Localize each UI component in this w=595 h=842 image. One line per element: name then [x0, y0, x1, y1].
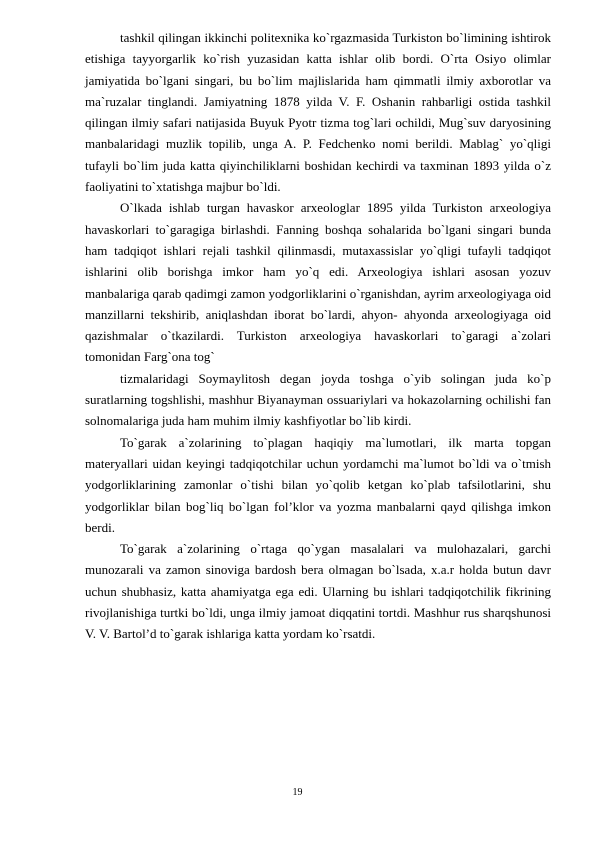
paragraph-5: To`garak a`zolarining o`rtaga qo`ygan masalalari va mulohazalari, garchi munozarali va zamon sinoviga bardosh bera olmagan bo`lsada, x.a.r holda butun davr uchun shubhasiz, katta ahamiyatga ega edi. Ularning bu ishlari tadqiqotchilik fikrining rivojlanishiga turtki bo`ldi, unga ilmiy jamoat diqqatini tortdi. Mashhur rus sharqshunosi V. V. Bartol’d to`garak ishlariga katta yordam ko`rsatdi. [85, 541, 551, 642]
page-body [85, 27, 551, 645]
paragraph-3: tizmalaridagi Soymaylitosh degan joyda toshga o`yib solingan juda ko`p suratlarning togshlishi, mashhur Biyanayman ossuariylari va hokazolarning ochilishi fan solnomalariga juda ham muhim ilmiy kashfiyotlar bo`lib kirdi. [85, 370, 551, 429]
paragraph-4: To`garak a`zolarining to`plagan haqiqiy ma`lumotlari, ilk marta topgan materyallari uidan keyingi tadqiqotchilar uchun yordamchi ma`lumot bo`ldi va o`tmish yodgorliklarining zamonlar o`tishi bilan yo`qolib ketgan ko`plab tafsilotlarini, shu yodgorliklar bilan bog`liq bo`lgan fol’klor va yozma manbalarni qayd qilishga imkon berdi. [85, 434, 551, 535]
paragraph-2: O`lkada ishlab turgan havaskor arxeologlar 1895 yilda Turkiston arxeologiya havaskorlari to`garagiga birlashdi. Fanning boshqa sohalarida bo`lgani singari bunda ham tadqiqot ishlari rejali tashkil qilinmasdi, mutaxassislar yo`qligi tufayli tadqiqot ishlarini olib borishga imkor ham yo`q edi. Arxeologiya ishlari asosan yozuv manbalariga qarab qadimgi zamon yodgorliklarini o`rganishdan, ayrim arxeologiyaga oid manzillarni tekshirib, aniqlashdan iborat bo`lardi, ahyon- ahyonda arxeologiyaga oid qazishmalar o`tkazilardi. Turkiston arxeologiya havaskorlari to`garagi a`zolari tomonidan Farg`ona tog` [85, 200, 551, 365]
paragraph-1: tashkil qilingan ikkinchi politexnika ko`rgazmasida Turkiston bo`limining ishtirok etishiga tayyorgarlik ko`rish yuzasidan katta ishlar olib bordi. O`rta Osiyo olimlar jamiyatida bo`lgani singari, bu bo`lim majlislarida ham qimmatli ilmiy axborotlar va ma`ruzalar tinglandi. Jamiyatning 1878 yilda V. F. Oshanin rahbarligi ostida tashkil qilingan ilmiy safari natijasida Buyuk Pyotr tizma tog`lari ochildi, Mug`suv daryosining manbalaridagi muzlik topilib, unga A. P. Fedchenko nomi berildi. Mablag` yo`qligi tufayli bo`lim juda katta qiyinchiliklarni boshidan kechirdi va taxminan 1893 yilda o`z faoliyatini to`xtatishga majbur bo`ldi. [85, 30, 551, 195]
page-number: 19 [292, 787, 303, 798]
